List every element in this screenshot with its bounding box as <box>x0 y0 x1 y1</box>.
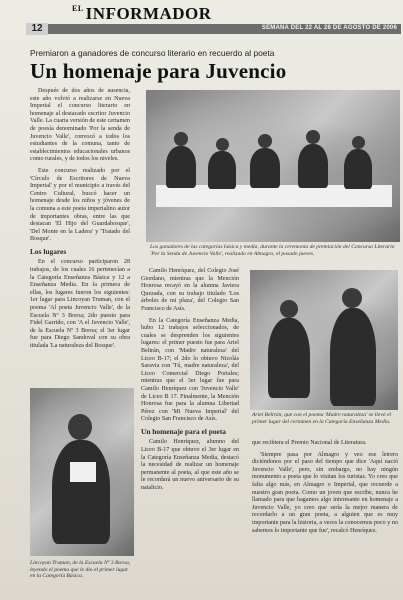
masthead-name: INFORMADOR <box>85 4 212 23</box>
section-subhead: Un homenaje para el poeta <box>141 426 226 436</box>
masthead-prefix: EL <box>72 4 84 13</box>
paragraph: Camilo Henríquez, del Colegio José Giordano, mientras que la Mención Honrosa recayó en la alumna Javiera Quezada, con su trabajo titulado 'Los árboles de mi plaza', del Colegio San Francisco de Asís. <box>141 268 239 312</box>
reader-photo-caption: Lincoyan Truman, de la Escuela Nº 3 Boroa, leyendo el poema que le dio el primer lugar en la Categoría Básica. <box>30 560 131 580</box>
paragraph: que recibiera el Premio Nacional de Literatura. <box>252 440 367 446</box>
ceremony-photo <box>146 90 400 242</box>
paragraph: En la Categoría Enseñanza Media, hubo 12 trabajos seleccionados, de cuales se desprenden los siguientes lugares: el primer puesto fue para Ariel Beltrán, con 'Madre naturaleza' del Liceo B-17; el 2do lo obtuvo Nicolás Saravia con 'Tú, madre naturaleza', del Liceo Comercial Diego Portales; mientras que el 3er lugar fue para Camilo Henríquez con 'Juvencio Valle' de Liceo B 17. Finalmente, la Mención Honrosa fue para la alumna Libertad Pérez con 'Mi Nueva Imperial' del Colegio San Francisco de Asís. <box>141 317 239 423</box>
article-headline: Un homenaje para Juvencio <box>30 59 287 83</box>
page-number: 12 <box>26 23 48 35</box>
ceremony-photo-caption: Los ganadores de las categorías básica y media, durante la ceremonia de premiación del Concurso Literario 'Por la Senda de Juvencio Valle', realizado en Almagro, el pasado jueves. <box>150 244 395 257</box>
winner-photo <box>250 270 398 410</box>
paragraph: Camilo Henríquez, alumno del Liceo B-17 que obtuvo el 3er lugar en la Categoría Enseñanza Media, destacó la necesidad de realizar un homenaje permanente al poeta, al que este año se le recordará un nuevo aniversario de su natalicio. <box>141 439 239 492</box>
article-column-1 <box>30 88 130 355</box>
reader-photo <box>30 388 134 556</box>
paragraph: En el concurso participaron 28 trabajos, de los cuales 16 pertenecían a la Categoría Enseñanza Básica y 12 a Enseñanza Media. En la primera de ellas, los lugares fueron los siguientes: 1er lugar para Lincoyan Truman, con el poema 'Al poeta Juvencio Valle', de la Escuela Nº 3 Boroa; 2do puesto para Fidel Garrido, con 'A el Juvencio Valle', de la Escuela Nº 3 Boroa; el 3er lugar fue para Diego Sandoval con su obra titulada 'La naturaleza del Bosque'. <box>30 259 130 349</box>
section-subhead: Los lugares <box>30 246 67 256</box>
paragraph: Este concurso realizado por el 'Círculo de Escritores de Nueva Imperial' y por el municipio a través del Centro Cultural, buscó hacer un homenaje desde los niños y jóvenes de la comuna a este poeta imperialino autor de importantes obras, entre las que destacan 'El Hijo del Guardabosque', 'Del Monte en la Ladera' y 'Tratado del Bosque'. <box>30 167 130 243</box>
article-kicker: Premiaron a ganadores de concurso literario en recuerdo al poeta <box>30 48 275 58</box>
winner-photo-caption: Ariel Beltrán, que con el poema 'Madre naturaleza' se llevó el primer lugar del certamen en la Categoría Enseñanza Media. <box>252 412 392 425</box>
article-column-2 <box>141 268 239 497</box>
paragraph: Después de dos años de ausencia, este año volvió a realizarse en Nueva Imperial el concurso literario en homenaje al destacado escritor Juvencio Valle. La cuarta versión de este certamen de poesía denominado 'Por la senda de Juvencio Valle', convocó a todos los estudiantes de la comuna, tanto de establecimientos educacionales urbanos como rurales, y de todos los niveles. <box>30 88 130 163</box>
newspaper-masthead <box>72 4 212 24</box>
issue-date: SEMANA DEL 22 AL 28 DE AGOSTO DE 2006 <box>261 25 397 31</box>
article-column-3 <box>252 440 398 539</box>
paragraph: 'Siempre pasa por Almagro y veo ese letrero diciéndonos por el paso del tiempo que dice 'Aquí nació Juvencio Valle', pero, sin embargo, no hay ningún monumento a poeta que lo visitan los turistas. Yo creo que falta algo más, en Almagro o Imperial, que recuerde a nuestro gran poeta. Como un joven que escribe, nunca he llamado para que hagamos algo interesante en homenaje a Juvencio Valle, yo creo que sería la mejor manera de recordarlo a un gran poeta, a alguien que es muy importante para la historia, a veces la conocemos poco y no sabemos lo importante que fue', recalcó Henríquez. <box>252 451 398 534</box>
